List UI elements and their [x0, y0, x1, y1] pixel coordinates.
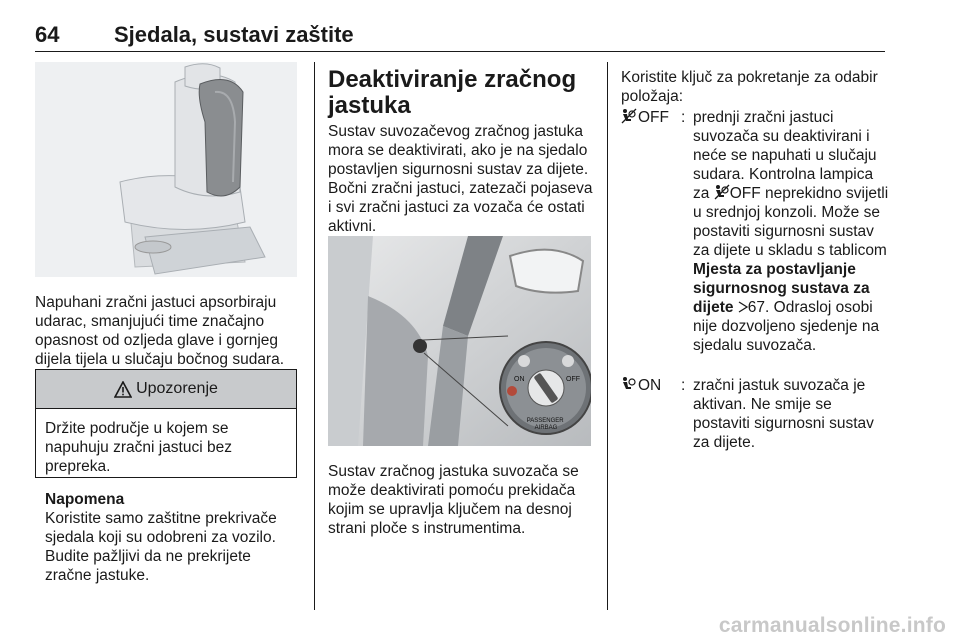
- section-intro: Sustav suvozačevog zračnog jastuka mora se deaktivirati, ako je na sjedalo postavljen sigurnosni sustav za dijete. Bočni zračni jastuci, zatezači pojaseva i svi zračni jastuci za vozača će ostati aktivni.: [328, 123, 593, 235]
- term-on-description: zračni jastuk suvozača je aktivan. Ne smije se postaviti sigurnosni sustav za dijete.: [693, 377, 874, 451]
- airbag-caption: Napuhani zračni jastuci apsorbiraju udarac, smanjujući time značajno opasnost od ozljeda glave i gornjeg dijela tijela u slučaju bočnog sudara.: [35, 294, 285, 368]
- warning-title: Upozorenje: [136, 380, 218, 397]
- switch-on-label: ON: [514, 376, 525, 383]
- off-desc-term: OFF: [729, 185, 761, 202]
- seat-airbag-illustration: [35, 62, 297, 277]
- airbag-key-switch-illustration: [328, 236, 591, 446]
- switch-off-label: OFF: [566, 376, 580, 383]
- term-on: [621, 376, 681, 452]
- page-reference-icon: [738, 301, 748, 313]
- note-title: Napomena: [45, 491, 125, 508]
- warning-text: Držite područje u kojem se napuhuju zračni jastuci bez prepreka.: [45, 420, 232, 475]
- switch-bottom-line2: AIRBAG: [534, 425, 558, 431]
- term-off: [621, 108, 681, 355]
- switch-caption: Sustav zračnog jastuka suvozača se može deaktivirati pomoću prekidača kojim se upravlja ključem na desnoj strani ploče s instrumentima.: [328, 463, 579, 537]
- term-off-label: OFF: [638, 109, 669, 126]
- note-text: Koristite samo zaštitne prekrivače sjedala koji su odobreni za vozilo. Budite pažljivi da ne prekrijete zračne jastuke.: [45, 510, 277, 584]
- warning-box: [35, 369, 297, 478]
- definition-on: [621, 376, 889, 452]
- definition-off: [621, 108, 889, 355]
- child-seat-table-link[interactable]: Mjesta za postavljanje sigurnosnog sustava za dijete: [693, 261, 870, 316]
- term-off-colon: :: [681, 109, 686, 126]
- section-heading: Deaktiviranje zračnog jastuka: [328, 66, 577, 119]
- term-off-description: [693, 108, 889, 355]
- airbag-on-icon: [621, 376, 637, 392]
- off-desc-part2: neprekidno svijetli u srednjoj konzoli. Može se postaviti sigurnosni sustav za dijete u skladu s tablicom: [693, 185, 889, 259]
- airbag-off-inline-icon: [714, 184, 730, 200]
- warning-header: [36, 370, 296, 409]
- term-on-colon: :: [681, 377, 686, 394]
- page-reference-number[interactable]: 67: [747, 299, 766, 316]
- off-desc-part1: prednji zračni jastuci suvozača su deaktivirani i neće se napuhati u slučaju sudara. Kontrolna lampica za: [693, 109, 877, 202]
- positions-intro: Koristite ključ za pokretanje za odabir položaja:: [621, 69, 878, 105]
- page-title: Sjedala, sustavi zaštite: [114, 22, 354, 47]
- page-number: 64: [35, 22, 60, 47]
- header-rule: [35, 51, 885, 52]
- airbag-off-icon: [621, 108, 637, 124]
- off-desc-part3: . Odrasloj osobi nije dozvoljeno sjedenje na sjedalu suvozača.: [693, 299, 880, 354]
- warning-triangle-icon: [114, 381, 132, 398]
- column-divider-right: [607, 62, 608, 610]
- term-on-label: ON: [638, 377, 662, 394]
- switch-bottom-line1: PASSENGER: [526, 418, 564, 424]
- footer-watermark: carmanualsonline.info: [718, 614, 946, 637]
- column-divider-left: [314, 62, 315, 610]
- note-block: [45, 490, 297, 585]
